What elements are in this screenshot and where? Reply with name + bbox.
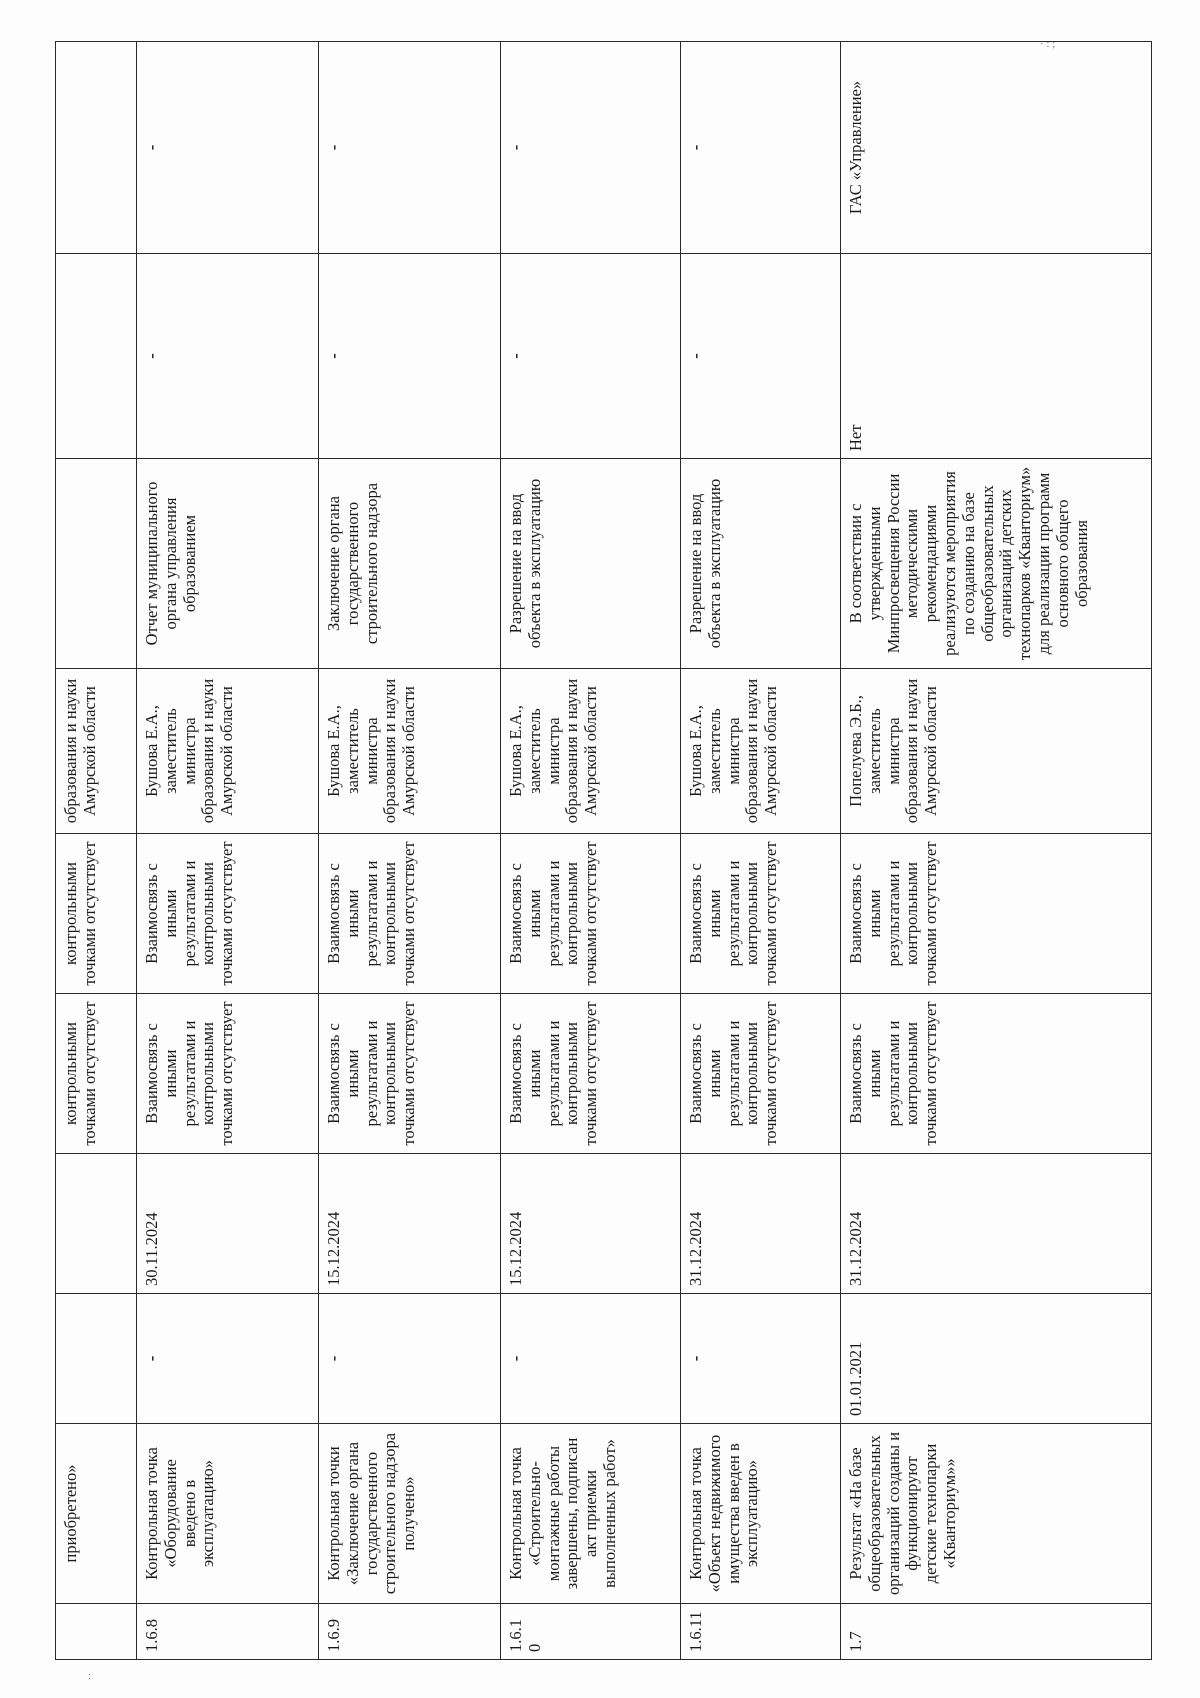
cell-name: Контрольная точки «Заключение органа государственного строительного надзора получено» bbox=[319, 1424, 501, 1604]
dash-mark: - bbox=[686, 353, 705, 359]
cell-level bbox=[501, 254, 681, 459]
cell-level bbox=[56, 254, 137, 459]
table-row bbox=[841, 42, 1152, 1660]
cell-responsible: Бушова Е.А., заместитель министра образования и науки Амурской области bbox=[137, 669, 319, 834]
cell-responsible: Бушова Е.А., заместитель министра образования и науки Амурской области bbox=[681, 669, 841, 834]
cell-info-system bbox=[319, 42, 501, 254]
dash-mark: - bbox=[686, 144, 705, 151]
table-row bbox=[501, 42, 681, 1660]
cell-end-date: 31.12.2024 bbox=[681, 1154, 841, 1294]
scan-artifact: : bbox=[88, 1670, 92, 1682]
dash-mark: - bbox=[324, 144, 343, 151]
cell-name: Контрольная точка «Оборудование введено в эксплуатацию» bbox=[137, 1424, 319, 1604]
cell-end-date: 15.12.2024 bbox=[319, 1154, 501, 1294]
cell-start-date: 01.01.2021 bbox=[841, 1294, 1152, 1424]
cell-predecessors: Взаимосвязь с иными результатами и контрольными точками отсутствует bbox=[841, 994, 1152, 1154]
cell-document: Заключение органа государственного строительного надзора bbox=[319, 459, 501, 669]
dash-mark: - bbox=[686, 1355, 705, 1362]
table-row bbox=[681, 42, 841, 1660]
dash-mark: - bbox=[506, 144, 525, 151]
dash-mark: - bbox=[142, 144, 161, 151]
cell-document: Разрешение на ввод объекта в эксплуатацию bbox=[681, 459, 841, 669]
dash-mark: - bbox=[324, 353, 343, 359]
cell-successors: Взаимосвязь с иными результатами и контрольными точками отсутствует bbox=[501, 834, 681, 994]
cell-responsible: Попелуева Э.Б., заместитель министра образования и науки Амурской области bbox=[841, 669, 1152, 834]
dash-mark: - bbox=[506, 353, 525, 359]
cell-level: Нет bbox=[841, 254, 1152, 459]
dash-mark: - bbox=[142, 1355, 161, 1362]
cell-info-system bbox=[137, 42, 319, 254]
cell-predecessors: Взаимосвязь с иными результатами и контрольными точками отсутствует bbox=[137, 994, 319, 1154]
cell-level bbox=[681, 254, 841, 459]
dash-mark: - bbox=[506, 1355, 525, 1362]
cell-number: 1.7 bbox=[841, 1604, 1152, 1660]
cell-responsible: Бушова Е.А., заместитель министра образования и науки Амурской области bbox=[319, 669, 501, 834]
cell-successors: Взаимосвязь с иными результатами и контрольными точками отсутствует bbox=[841, 834, 1152, 994]
table-row bbox=[319, 42, 501, 1660]
cell-number bbox=[56, 1604, 137, 1660]
cell-end-date: 15.12.2024 bbox=[501, 1154, 681, 1294]
cell-predecessors: Взаимосвязь с иными результатами и контрольными точками отсутствует bbox=[681, 994, 841, 1154]
cell-document: В соответствии с утвержденными Минпросвещения России методическими рекомендациями реализуются мероприятия по созданию на базе общеобразовательных организаций детских технопарков «Кванториум» для реализации программ основного общего образования bbox=[841, 459, 1152, 669]
dash-mark: - bbox=[142, 353, 161, 359]
cell-start-date bbox=[319, 1294, 501, 1424]
cell-predecessors: Взаимосвязь с иными результатами и контрольными точками отсутствует bbox=[501, 994, 681, 1154]
cell-successors: Взаимосвязь с иными результатами и контрольными точками отсутствует bbox=[681, 834, 841, 994]
cell-successors: контрольными точками отсутствует bbox=[56, 834, 137, 994]
cell-number: 1.6.9 bbox=[319, 1604, 501, 1660]
table-header-continuation-row bbox=[56, 42, 137, 1660]
cell-info-system bbox=[501, 42, 681, 254]
cell-level bbox=[319, 254, 501, 459]
cell-responsible: образования и науки Амурской области bbox=[56, 669, 137, 834]
cell-document: Отчет муниципального органа управления образованием bbox=[137, 459, 319, 669]
rotated-table-container bbox=[55, 42, 1140, 1660]
control-points-table bbox=[55, 41, 1152, 1660]
cell-successors: Взаимосвязь с иными результатами и контрольными точками отсутствует bbox=[319, 834, 501, 994]
cell-document bbox=[56, 459, 137, 669]
cell-start-date bbox=[501, 1294, 681, 1424]
dash-mark: - bbox=[324, 1355, 343, 1362]
table-row bbox=[137, 42, 319, 1660]
cell-end-date: 30.11.2024 bbox=[137, 1154, 319, 1294]
cell-level bbox=[137, 254, 319, 459]
cell-predecessors: Взаимосвязь с иными результатами и контрольными точками отсутствует bbox=[319, 994, 501, 1154]
cell-info-system bbox=[681, 42, 841, 254]
cell-number: 1.6.11 bbox=[681, 1604, 841, 1660]
cell-name: приобретено» bbox=[56, 1424, 137, 1604]
cell-responsible: Бушова Е.А., заместитель министра образования и науки Амурской области bbox=[501, 669, 681, 834]
cell-end-date bbox=[56, 1154, 137, 1294]
cell-name: Контрольная точка «Объект недвижимого имущества введен в эксплуатацию» bbox=[681, 1424, 841, 1604]
cell-successors: Взаимосвязь с иными результатами и контрольными точками отсутствует bbox=[137, 834, 319, 994]
cell-start-date bbox=[137, 1294, 319, 1424]
cell-predecessors: контрольными точками отсутствует bbox=[56, 994, 137, 1154]
cell-document: Разрешение на ввод объекта в эксплуатацию bbox=[501, 459, 681, 669]
cell-start-date bbox=[56, 1294, 137, 1424]
cell-end-date: 31.12.2024 bbox=[841, 1154, 1152, 1294]
cell-info-system bbox=[56, 42, 137, 254]
cell-start-date bbox=[681, 1294, 841, 1424]
cell-name: Контрольная точка «Строительно-монтажные работы завершены, подписан акт приемки выполненных работ» bbox=[501, 1424, 681, 1604]
cell-number: 1.6.8 bbox=[137, 1604, 319, 1660]
scan-artifact: · : ; bbox=[1040, 38, 1056, 50]
cell-number: 1.6.10 bbox=[501, 1604, 681, 1660]
cell-name: Результат «На базе общеобразовательных организаций созданы и функционируют детские технопарки «Кванториум»» bbox=[841, 1424, 1152, 1604]
cell-info-system: ГАС «Управление» bbox=[841, 42, 1152, 254]
